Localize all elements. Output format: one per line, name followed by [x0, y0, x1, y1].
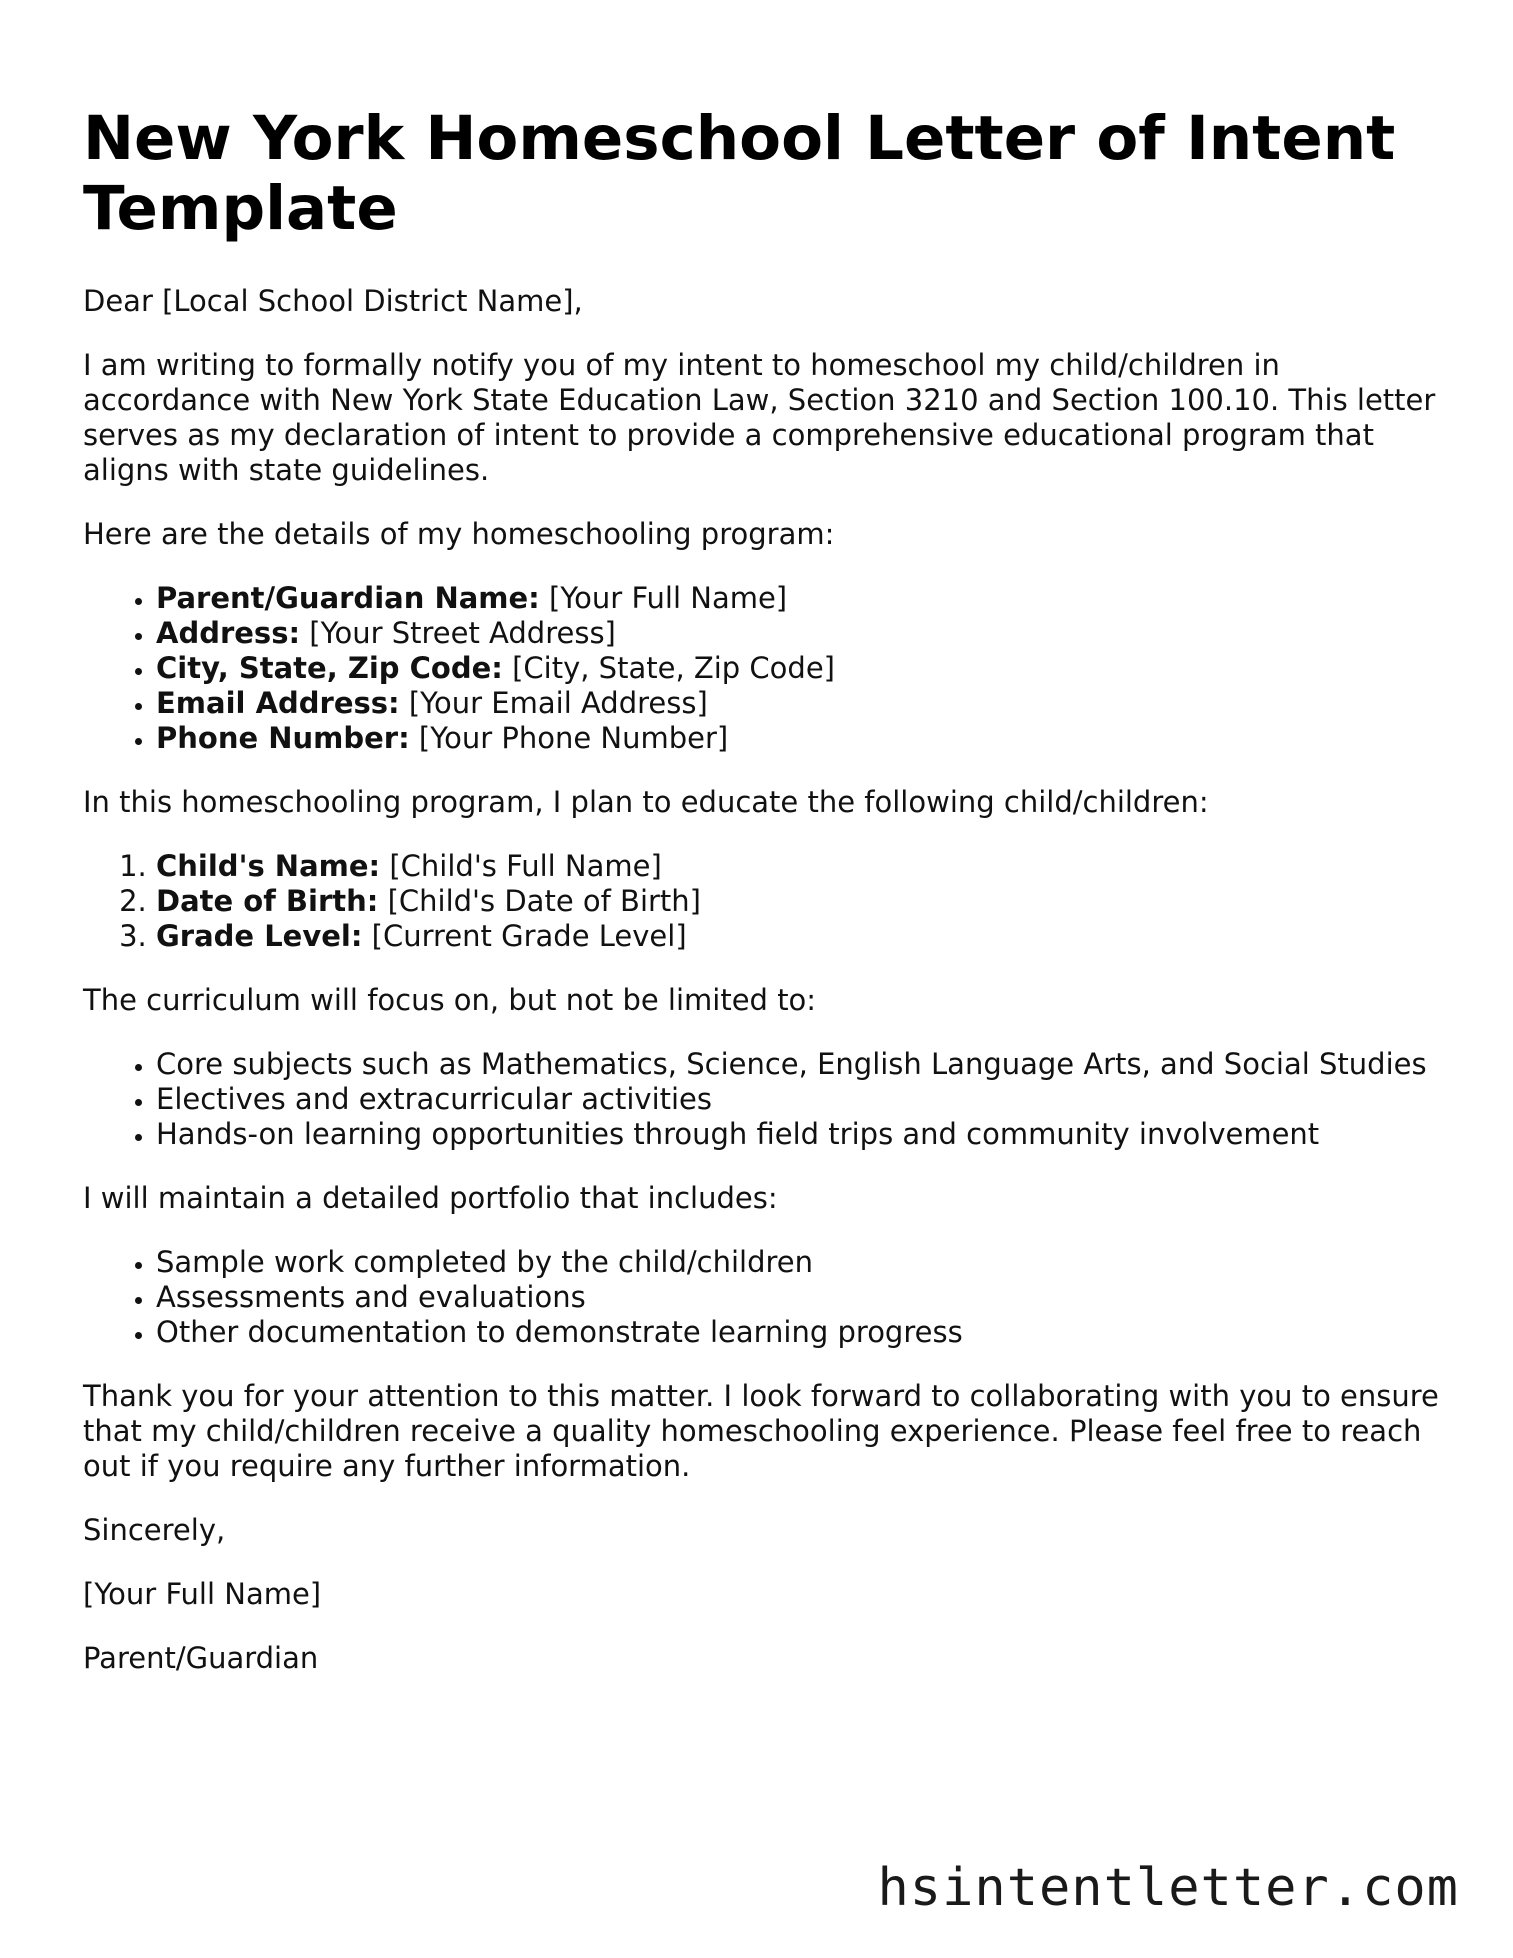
list-item — [156, 686, 1443, 721]
sign-off: Sincerely, — [83, 1513, 226, 1547]
list-item: • Core subjects such as Mathematics, Science, English Language Arts, and Social Studies — [156, 1047, 1443, 1082]
intro-paragraph: I am writing to formally notify you of my intent to homeschool my child/children in accordance with New York State Education Law, Section 3210 and Section 100.10. This letter serves as my declaration of intent to provide a comprehensive educational program that aligns with state guidelines. — [83, 348, 1436, 487]
list-item — [156, 721, 1443, 756]
field-label: Parent/Guardian Name: — [156, 581, 540, 615]
list-item — [156, 616, 1443, 651]
parent-details-list — [83, 581, 1443, 756]
field-value: [City, State, Zip Code] — [502, 651, 835, 685]
field-label: City, State, Zip Code: — [156, 651, 503, 685]
curriculum-heading: The curriculum will focus on, but not be limited to: — [83, 983, 817, 1017]
list-item: • Assessments and evaluations — [156, 1280, 1443, 1315]
field-label: Address: — [156, 616, 301, 650]
field-label: Date of Birth: — [156, 884, 379, 918]
child-details-list — [83, 849, 1443, 954]
list-item: • Hands-on learning opportunities through field trips and community involvement — [156, 1117, 1443, 1152]
signature-role: Parent/Guardian — [83, 1641, 319, 1675]
salutation: Dear [Local School District Name], — [83, 284, 583, 318]
footer-site-watermark: hsintentletter.com — [877, 1858, 1459, 1918]
field-value: [Your Full Name] — [539, 581, 788, 615]
field-label: Phone Number: — [156, 721, 410, 755]
page-title: New York Homeschool Letter of Intent Template — [83, 103, 1396, 244]
list-item: • Other documentation to demonstrate learning progress — [156, 1315, 1443, 1350]
field-value: [Your Street Address] — [300, 616, 616, 650]
field-value: [Child's Date of Birth] — [378, 884, 701, 918]
field-value: [Your Phone Number] — [409, 721, 729, 755]
closing-paragraph: Thank you for your attention to this matter. I look forward to collaborating with you to ensure that my child/children receive a quality homeschooling experience. Please feel free to reach out if you require any further information. — [83, 1379, 1439, 1483]
field-value: [Your Email Address] — [399, 686, 708, 720]
signature-name: [Your Full Name] — [83, 1577, 322, 1611]
field-value: [Child's Full Name] — [380, 849, 662, 883]
list-item — [156, 884, 1443, 919]
list-item — [156, 919, 1443, 954]
children-heading: In this homeschooling program, I plan to educate the following child/children: — [83, 785, 1209, 819]
details-heading: Here are the details of my homeschooling program: — [83, 517, 835, 551]
letter-document — [83, 104, 1443, 1705]
field-label: Grade Level: — [156, 919, 363, 953]
list-item — [156, 651, 1443, 686]
list-item — [156, 849, 1443, 884]
list-item — [156, 581, 1443, 616]
field-label: Child's Name: — [156, 849, 381, 883]
portfolio-heading: I will maintain a detailed portfolio that includes: — [83, 1181, 778, 1215]
list-item: • Sample work completed by the child/children — [156, 1245, 1443, 1280]
curriculum-list — [83, 1047, 1443, 1152]
field-value: [Current Grade Level] — [362, 919, 687, 953]
list-item: • Electives and extracurricular activities — [156, 1082, 1443, 1117]
portfolio-list — [83, 1245, 1443, 1350]
field-label: Email Address: — [156, 686, 400, 720]
